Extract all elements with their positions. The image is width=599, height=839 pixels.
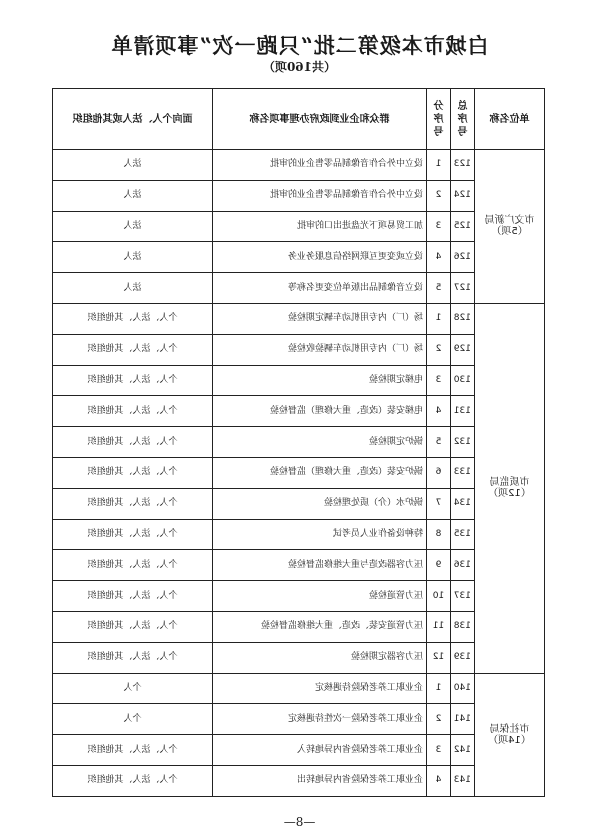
sub-no-cell: 10 <box>427 581 451 612</box>
dept-name: 市社保局 <box>489 723 530 735</box>
total-no-cell: 132 <box>451 427 475 458</box>
total-no-cell: 126 <box>451 242 475 273</box>
table-row <box>53 365 545 396</box>
sub-no-cell: 4 <box>427 765 451 796</box>
item-name-cell: 特种设备作业人员考试 <box>213 519 427 550</box>
sub-no-cell: 2 <box>427 334 451 365</box>
item-name-cell: 设立或变更互联网络信息服务业务 <box>213 242 427 273</box>
total-no-cell: 128 <box>451 303 475 334</box>
header-total-no: 总序号 <box>451 89 475 150</box>
table-row <box>53 150 545 181</box>
sub-no-cell: 3 <box>427 365 451 396</box>
item-name-cell: 设立中外合作音像制品零售企业的审批 <box>213 150 427 181</box>
item-name-cell: 场（厂）内专用机动车辆定期检验 <box>213 303 427 334</box>
item-name-cell: 压力管道安装、改造、重大维修监督检验 <box>213 611 427 642</box>
dept-name: 市文广新局 <box>484 215 535 227</box>
target-cell: 个人、法人、其他组织 <box>53 765 213 796</box>
sub-no-cell: 3 <box>427 211 451 242</box>
total-no-cell: 127 <box>451 273 475 304</box>
sub-no-cell: 5 <box>427 427 451 458</box>
item-name-cell: 电梯安装（改造、重大修理）监督检验 <box>213 396 427 427</box>
target-cell: 个人、法人、其他组织 <box>53 365 213 396</box>
table-row <box>53 273 545 304</box>
item-name-cell: 锅炉定期检验 <box>213 427 427 458</box>
table-row <box>53 550 545 581</box>
table-row <box>53 581 545 612</box>
sub-no-cell: 2 <box>427 704 451 735</box>
sub-no-cell: 11 <box>427 611 451 642</box>
table-row <box>53 427 545 458</box>
target-cell: 个人 <box>53 704 213 735</box>
total-no-cell: 131 <box>451 396 475 427</box>
total-no-cell: 141 <box>451 704 475 735</box>
item-name-cell: 企业职工养老保险省内异地转出 <box>213 765 427 796</box>
total-no-cell: 124 <box>451 180 475 211</box>
target-cell: 法人 <box>53 273 213 304</box>
item-name-cell: 压力容器定期检验 <box>213 642 427 673</box>
dept-count: （14项） <box>488 734 531 746</box>
target-cell: 个人、法人、其他组织 <box>53 457 213 488</box>
item-name-cell: 电梯定期检验 <box>213 365 427 396</box>
sub-no-cell: 2 <box>427 180 451 211</box>
target-cell: 个人、法人、其他组织 <box>53 334 213 365</box>
table-row <box>53 334 545 365</box>
target-cell: 个人、法人、其他组织 <box>53 396 213 427</box>
sub-no-cell: 4 <box>427 242 451 273</box>
sub-no-cell: 1 <box>427 673 451 704</box>
total-no-cell: 143 <box>451 765 475 796</box>
target-cell: 法人 <box>53 211 213 242</box>
page-number: —8— <box>283 815 316 829</box>
sub-no-cell: 4 <box>427 396 451 427</box>
target-cell: 法人 <box>53 180 213 211</box>
table-row <box>53 180 545 211</box>
item-name-cell: 企业职工养老保险省内异地转入 <box>213 735 427 766</box>
items-table <box>52 88 545 797</box>
dept-count: （12项） <box>488 488 531 500</box>
target-cell: 个人、法人、其他组织 <box>53 735 213 766</box>
total-no-cell: 142 <box>451 735 475 766</box>
total-no-cell: 125 <box>451 211 475 242</box>
total-no-cell: 134 <box>451 488 475 519</box>
target-cell: 个人、法人、其他组织 <box>53 581 213 612</box>
header-dept: 单位名称 <box>475 89 545 150</box>
total-no-cell: 129 <box>451 334 475 365</box>
item-name-cell: 场（厂）内专用机动车辆验收检验 <box>213 334 427 365</box>
sub-no-cell: 1 <box>427 303 451 334</box>
table-row <box>53 211 545 242</box>
total-no-cell: 136 <box>451 550 475 581</box>
target-cell: 法人 <box>53 242 213 273</box>
total-no-cell: 138 <box>451 611 475 642</box>
table-row <box>53 519 545 550</box>
target-cell: 个人、法人、其他组织 <box>53 642 213 673</box>
table-row <box>53 303 545 334</box>
target-cell: 个人、法人、其他组织 <box>53 427 213 458</box>
sub-no-cell: 3 <box>427 735 451 766</box>
dept-count: （5项） <box>491 226 528 238</box>
table-row <box>53 704 545 735</box>
total-no-cell: 139 <box>451 642 475 673</box>
table-row <box>53 457 545 488</box>
target-cell: 法人 <box>53 150 213 181</box>
total-no-cell: 123 <box>451 150 475 181</box>
dept-cell <box>475 303 545 673</box>
target-cell: 个人、法人、其他组织 <box>53 303 213 334</box>
table-header-row <box>53 89 545 150</box>
item-name-cell: 压力管道检验 <box>213 581 427 612</box>
table-row <box>53 242 545 273</box>
item-name-cell: 加工贸易项下光盘进出口的审批 <box>213 211 427 242</box>
item-name-cell: 锅炉安装（改造、重大修理）监督检验 <box>213 457 427 488</box>
table-row <box>53 765 545 796</box>
sub-no-cell: 7 <box>427 488 451 519</box>
item-name-cell: 压力容器改造与重大维修监督检验 <box>213 550 427 581</box>
total-no-cell: 133 <box>451 457 475 488</box>
header-sub-no: 分序号 <box>427 89 451 150</box>
item-name-cell: 设立音像制品出版单位变更名称等 <box>213 273 427 304</box>
page-title: 白城市本级第二批“只跑一次”事项清单 <box>110 33 489 58</box>
sub-no-cell: 6 <box>427 457 451 488</box>
dept-name: 市质监局 <box>489 477 530 489</box>
target-cell: 个人、法人、其他组织 <box>53 488 213 519</box>
total-no-cell: 130 <box>451 365 475 396</box>
sub-no-cell: 8 <box>427 519 451 550</box>
item-name-cell: 设立中外合作音像制品零售企业的审批 <box>213 180 427 211</box>
table-row <box>53 396 545 427</box>
table-row <box>53 642 545 673</box>
table-row <box>53 673 545 704</box>
dept-cell <box>475 673 545 796</box>
sub-no-cell: 5 <box>427 273 451 304</box>
target-cell: 个人、法人、其他组织 <box>53 550 213 581</box>
page-subtitle: （共160项） <box>262 60 337 74</box>
total-no-cell: 137 <box>451 581 475 612</box>
table-body <box>53 150 545 797</box>
target-cell: 个人 <box>53 673 213 704</box>
total-no-cell: 140 <box>451 673 475 704</box>
sub-no-cell: 1 <box>427 150 451 181</box>
dept-cell <box>475 150 545 304</box>
header-target: 面向个人、法人或其他组织 <box>53 89 213 150</box>
target-cell: 个人、法人、其他组织 <box>53 611 213 642</box>
header-item-name: 群众和企业到政府办理事项名称 <box>213 89 427 150</box>
total-no-cell: 135 <box>451 519 475 550</box>
table-row <box>53 488 545 519</box>
sub-no-cell: 12 <box>427 642 451 673</box>
item-name-cell: 企业职工养老保险待遇核定 <box>213 673 427 704</box>
target-cell: 个人、法人、其他组织 <box>53 519 213 550</box>
sub-no-cell: 9 <box>427 550 451 581</box>
item-name-cell: 企业职工养老保险一次性待遇核定 <box>213 704 427 735</box>
item-name-cell: 锅炉水（介）质处理检验 <box>213 488 427 519</box>
table-row <box>53 611 545 642</box>
table-row <box>53 735 545 766</box>
